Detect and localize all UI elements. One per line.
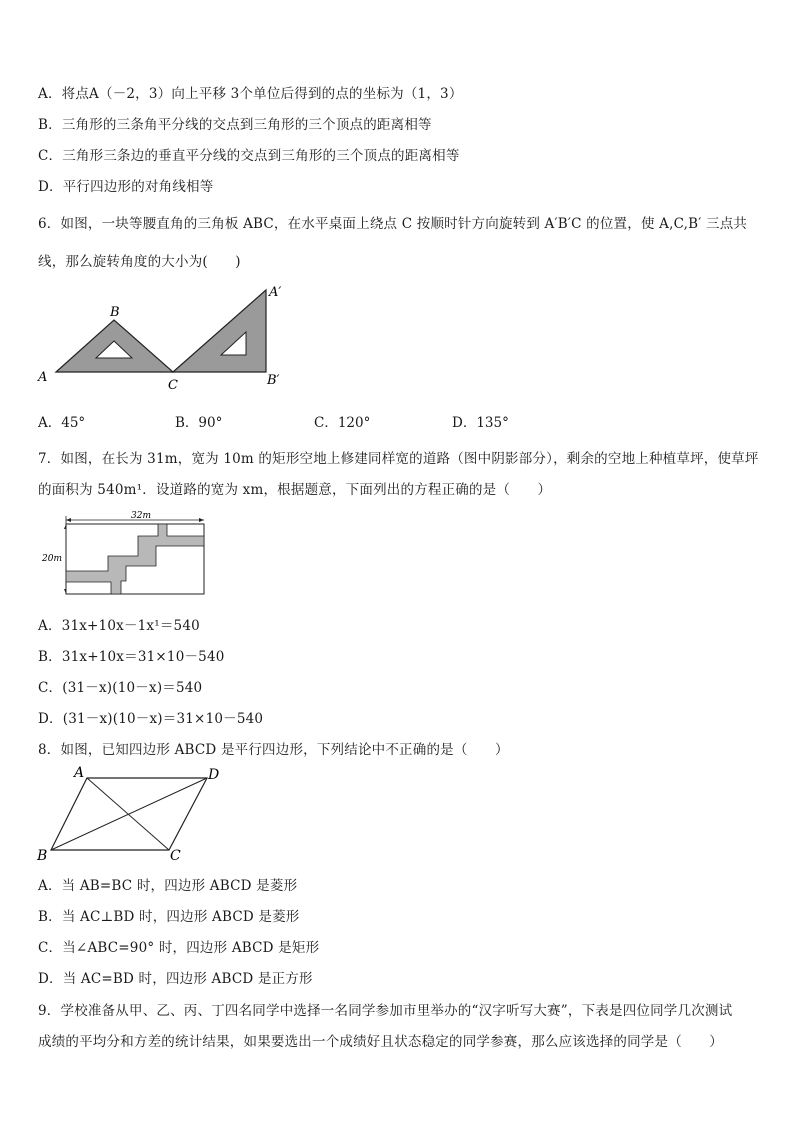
q6-label-b-prime: B′ xyxy=(267,373,280,388)
q8-figure-parallelogram xyxy=(34,762,234,866)
q8-label-a: A xyxy=(74,765,85,781)
q8-label-d: D xyxy=(208,767,220,783)
q6-label-a-prime: A′ xyxy=(269,285,282,300)
q6-label-b: B xyxy=(110,305,120,320)
q7-label-width: 32m xyxy=(131,511,151,521)
q7-option-b: B．31x+10x＝31×10－540 xyxy=(38,649,225,665)
q7-figure-rectangle xyxy=(38,508,210,598)
q6-label-a: A xyxy=(38,370,48,385)
q9-stem-line1: 9．学校准备从甲、乙、丙、丁四名同学中选择一名同学参加市里举办的“汉字听写大赛”，下表是四位同学几次测试 xyxy=(38,1003,733,1019)
q9-stem-line2: 成绩的平均分和方差的统计结果，如果要选出一个成绩好且状态稳定的同学参赛，那么应该选择的同学是（ ） xyxy=(38,1034,723,1050)
q6-stem-line1: 6．如图，一块等腰直角的三角板 ABC，在水平桌面上绕点 C 按顺时针方向旋转到 A′B′C 的位置，使 A,C,B′ 三点共 xyxy=(38,216,748,232)
q8-option-c: C．当∠ABC=90° 时，四边形 ABCD 是矩形 xyxy=(38,940,320,956)
q6-figure-triangles xyxy=(34,282,294,392)
q8-option-b: B．当 AC⊥BD 时，四边形 ABCD 是菱形 xyxy=(38,909,300,925)
q7-label-height: 20m xyxy=(42,554,62,564)
q7-stem-line2: 的面积为 540m¹．设道路的宽为 xm，根据题意，下面列出的方程正确的是（ ） xyxy=(38,482,552,498)
q6-option-c: C．120° xyxy=(314,415,371,431)
q8-label-b: B xyxy=(37,848,48,864)
q5-option-c: C．三角形三条边的垂直平分线的交点到三角形的三个顶点的距离相等 xyxy=(38,148,460,164)
q8-stem: 8．如图，已知四边形 ABCD 是平行四边形，下列结论中不正确的是（ ） xyxy=(38,742,509,758)
q6-option-a: A．45° xyxy=(38,415,86,431)
q7-stem-line1: 7．如图，在长为 31m，宽为 10m 的矩形空地上修建同样宽的道路（图中阴影部分），剩余的空地上种植草坪，使草坪 xyxy=(38,451,759,467)
q5-option-a: A．将点A（－2，3）向上平移 3个单位后得到的点的坐标为（1，3） xyxy=(38,86,463,102)
q7-option-d: D．(31－x)(10－x)＝31×10－540 xyxy=(38,711,264,727)
q6-option-b: B．90° xyxy=(175,415,223,431)
q8-option-d: D．当 AC=BD 时，四边形 ABCD 是正方形 xyxy=(38,971,313,987)
q7-option-a: A．31x+10x－1x¹＝540 xyxy=(38,618,200,634)
q8-option-a: A．当 AB=BC 时，四边形 ABCD 是菱形 xyxy=(38,878,298,894)
q6-stem-line2: 线，那么旋转角度的大小为( ) xyxy=(38,254,241,270)
q6-label-c: C xyxy=(168,378,178,392)
q7-option-c: C．(31－x)(10－x)＝540 xyxy=(38,680,203,696)
q6-option-d: D．135° xyxy=(452,415,509,431)
q5-option-d: D．平行四边形的对角线相等 xyxy=(38,179,214,195)
q5-option-b: B．三角形的三条角平分线的交点到三角形的三个顶点的距离相等 xyxy=(38,117,432,133)
q8-label-c: C xyxy=(170,848,181,864)
